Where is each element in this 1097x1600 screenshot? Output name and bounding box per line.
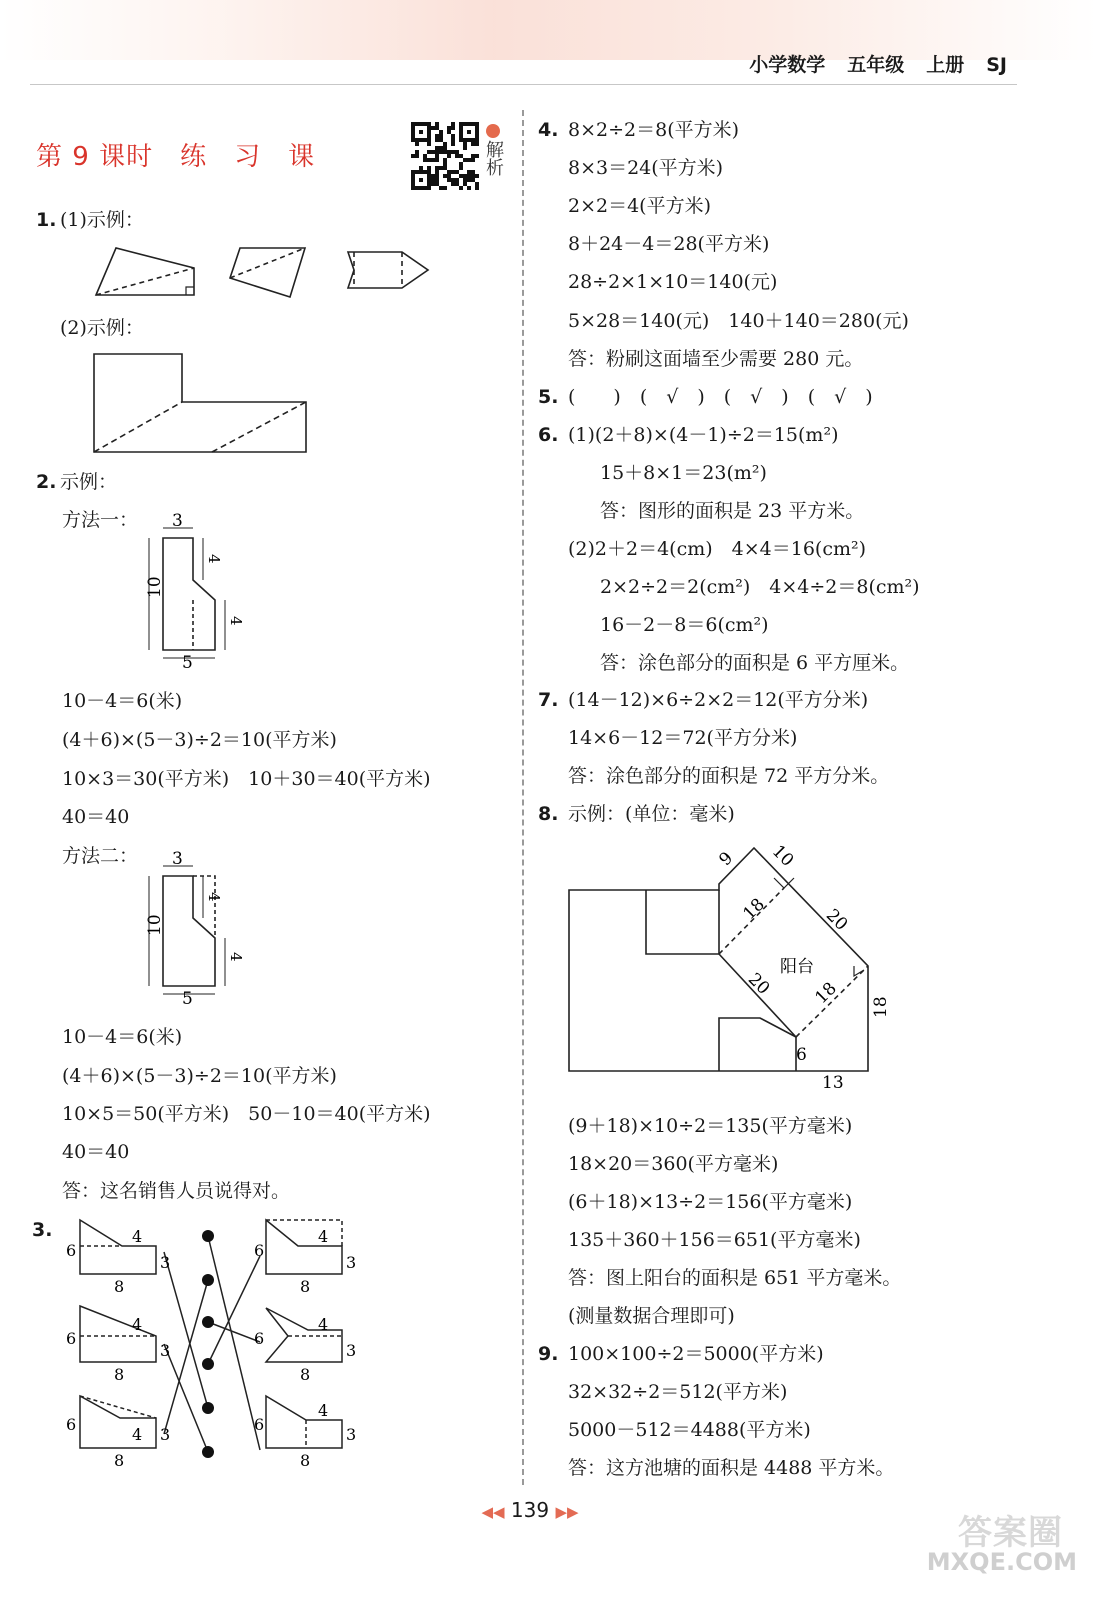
q2-m2-line3: 10×5＝50(平方米) 50－10＝40(平方米) xyxy=(62,1103,431,1125)
q3-number: 3. xyxy=(32,1219,53,1241)
q8-label-13: 13 xyxy=(822,1073,844,1093)
q8-label-20b: 20 xyxy=(743,969,774,999)
q5-number: 5. xyxy=(538,386,559,408)
q9-line: 32×32÷2＝512(平方米) xyxy=(568,1381,788,1403)
q1-part2-shape xyxy=(92,352,310,456)
q3-label: 8 xyxy=(114,1277,125,1296)
q3-label: 8 xyxy=(300,1365,311,1384)
header-edition: SJ xyxy=(986,54,1007,76)
q9-answer: 答：这方池塘的面积是 4488 平方米。 xyxy=(568,1457,895,1479)
q6-line: 16－2－8＝6(cm²) xyxy=(600,614,769,636)
q9-line: 5000－512＝4488(平方米) xyxy=(568,1419,811,1441)
q6-answer: 答：图形的面积是 23 平方米。 xyxy=(600,500,865,522)
q3-label: 3 xyxy=(346,1341,357,1360)
q2-fig1-label-5: 5 xyxy=(182,653,193,673)
q1-number: 1. xyxy=(36,209,57,231)
q3-label: 4 xyxy=(132,1315,143,1334)
lesson-title: 第 9 课时 练 习 课 xyxy=(36,142,316,172)
q7-number: 7. xyxy=(538,689,559,711)
q4-line: 2×2＝4(平方米) xyxy=(568,195,712,217)
q6-line: 15＋8×1＝23(m²) xyxy=(600,462,767,484)
header-subject: 小学数学 xyxy=(749,54,826,76)
q8-line: 135＋360＋156＝651(平方毫米) xyxy=(568,1229,861,1251)
q3-label: 6 xyxy=(66,1241,77,1260)
page-number: 139 xyxy=(510,1498,550,1522)
q2-method1: 方法一： xyxy=(62,509,139,531)
q8-label-18c: 18 xyxy=(871,996,891,1018)
q8-label-6: 6 xyxy=(796,1045,807,1065)
q6-answer: 答：涂色部分的面积是 6 平方厘米。 xyxy=(600,652,910,674)
header-volume: 上册 xyxy=(926,54,965,76)
q2-fig2-label-5: 5 xyxy=(182,989,193,1008)
q4-line: 5×28＝140(元) 140＋140＝280(元) xyxy=(568,310,909,332)
q4-line: 28÷2×1×10＝140(元) xyxy=(568,271,778,293)
q8-label-9: 9 xyxy=(715,848,738,871)
q3-label: 8 xyxy=(114,1451,125,1470)
q2-m1-line2: (4＋6)×(5－3)÷2＝10(平方米) xyxy=(62,729,337,751)
prev-arrow-icon[interactable]: ◀◀ xyxy=(481,1503,505,1521)
q2-fig1-label-3: 3 xyxy=(172,511,183,531)
q3-label: 4 xyxy=(132,1227,143,1246)
q4-answer: 答：粉刷这面墙至少需要 280 元。 xyxy=(568,348,864,370)
watermark-url: MXQE.COM xyxy=(926,1548,1077,1576)
q4-number: 4. xyxy=(538,119,559,141)
q8-answer: 答：图上阳台的面积是 651 平方毫米。 xyxy=(568,1267,902,1289)
q3-matching-figure xyxy=(60,1212,370,1474)
qr-explanation-label[interactable]: 解析 xyxy=(482,122,504,182)
q2-number: 2. xyxy=(36,471,57,493)
q3-label: 3 xyxy=(160,1253,171,1272)
q5-answer: ( ) ( √ ) ( √ ) ( √ ) xyxy=(568,386,873,408)
q4-line: 8×3＝24(平方米) xyxy=(568,157,724,179)
q4-line: 8×2÷2＝8(平方米) xyxy=(568,119,740,141)
q8-label: 示例：(单位：毫米) xyxy=(568,803,735,825)
q3-label: 4 xyxy=(318,1315,329,1334)
q3-label: 6 xyxy=(254,1241,265,1260)
q7-line: 14×6－12＝72(平方分米) xyxy=(568,727,798,749)
q2-fig2-label-3: 3 xyxy=(172,849,183,869)
q3-label: 3 xyxy=(160,1341,171,1360)
column-divider xyxy=(522,110,524,1485)
q3-label: 8 xyxy=(300,1451,311,1470)
q3-label: 8 xyxy=(300,1277,311,1296)
next-arrow-icon[interactable]: ▶▶ xyxy=(555,1503,579,1521)
q2-m2-line4: 40＝40 xyxy=(62,1141,130,1163)
q2-fig1-label-10: 10 xyxy=(145,576,165,598)
header-rule xyxy=(30,84,1017,85)
play-icon xyxy=(486,124,500,138)
q2-m2-line1: 10－4＝6(米) xyxy=(62,1026,183,1048)
q3-label: 3 xyxy=(346,1253,357,1272)
page-header xyxy=(727,50,1007,77)
q2-fig2-label-4a: 4 xyxy=(205,892,223,902)
q6-line: (2)2＋2＝4(cm) 4×4＝16(cm²) xyxy=(568,538,867,560)
q1-part2: (2)示例： xyxy=(60,317,144,339)
q3-label: 6 xyxy=(66,1415,77,1434)
q2-method2: 方法二： xyxy=(62,845,139,867)
q3-label: 6 xyxy=(66,1329,77,1348)
q2-m1-line1: 10－4＝6(米) xyxy=(62,690,183,712)
q3-label: 4 xyxy=(318,1401,329,1420)
q3-label: 6 xyxy=(254,1329,265,1348)
q6-line: (1)(2＋8)×(4－1)÷2＝15(m²) xyxy=(568,424,839,446)
q7-answer: 答：涂色部分的面积是 72 平方分米。 xyxy=(568,765,890,787)
q3-label: 4 xyxy=(132,1425,143,1444)
q3-label: 4 xyxy=(318,1227,329,1246)
q2-method1-figure xyxy=(135,508,245,673)
q8-label-18b: 18 xyxy=(811,978,841,1009)
q9-line: 100×100÷2＝5000(平方米) xyxy=(568,1343,824,1365)
q6-line: 2×2÷2＝2(cm²) 4×4÷2＝8(cm²) xyxy=(600,576,920,598)
q2-m2-line2: (4＋6)×(5－3)÷2＝10(平方米) xyxy=(62,1065,337,1087)
q2-method2-figure xyxy=(135,846,245,1008)
q2-answer: 答：这名销售人员说得对。 xyxy=(62,1180,291,1202)
q1-shapes xyxy=(90,240,440,302)
q8-line: (6＋18)×13÷2＝156(平方毫米) xyxy=(568,1191,853,1213)
q2-label: 示例： xyxy=(60,471,118,493)
q8-label-20a: 20 xyxy=(821,905,852,935)
q3-label: 8 xyxy=(114,1365,125,1384)
q7-line: (14－12)×6÷2×2＝12(平方分米) xyxy=(568,689,869,711)
q2-fig1-label-4a: 4 xyxy=(205,554,223,564)
q6-number: 6. xyxy=(538,424,559,446)
q2-fig1-label-4b: 4 xyxy=(227,616,245,626)
q1-part1: (1)示例： xyxy=(60,209,144,231)
q2-fig2-label-4b: 4 xyxy=(227,952,245,962)
q8-balcony-figure xyxy=(560,838,910,1098)
page-number-nav xyxy=(455,1498,605,1522)
q8-balcony-label: 阳台 xyxy=(780,957,814,977)
q8-label-18a: 18 xyxy=(739,894,769,925)
q2-fig2-label-10: 10 xyxy=(145,914,165,936)
header-grade: 五年级 xyxy=(847,54,905,76)
q2-m1-line4: 40＝40 xyxy=(62,806,130,828)
q8-note: (测量数据合理即可) xyxy=(568,1305,735,1327)
q4-line: 8＋24－4＝28(平方米) xyxy=(568,233,770,255)
watermark: 答案圈 xyxy=(958,1513,1063,1553)
q8-line: (9＋18)×10÷2＝135(平方毫米) xyxy=(568,1115,853,1137)
qr-code[interactable] xyxy=(411,122,479,190)
q3-label: 3 xyxy=(346,1425,357,1444)
q8-number: 8. xyxy=(538,803,559,825)
q8-label-10: 10 xyxy=(767,841,798,871)
q8-line: 18×20＝360(平方毫米) xyxy=(568,1153,779,1175)
q3-label: 6 xyxy=(254,1415,265,1434)
q3-label: 3 xyxy=(160,1425,171,1444)
q2-m1-line3: 10×3＝30(平方米) 10＋30＝40(平方米) xyxy=(62,768,431,790)
q9-number: 9. xyxy=(538,1343,559,1365)
